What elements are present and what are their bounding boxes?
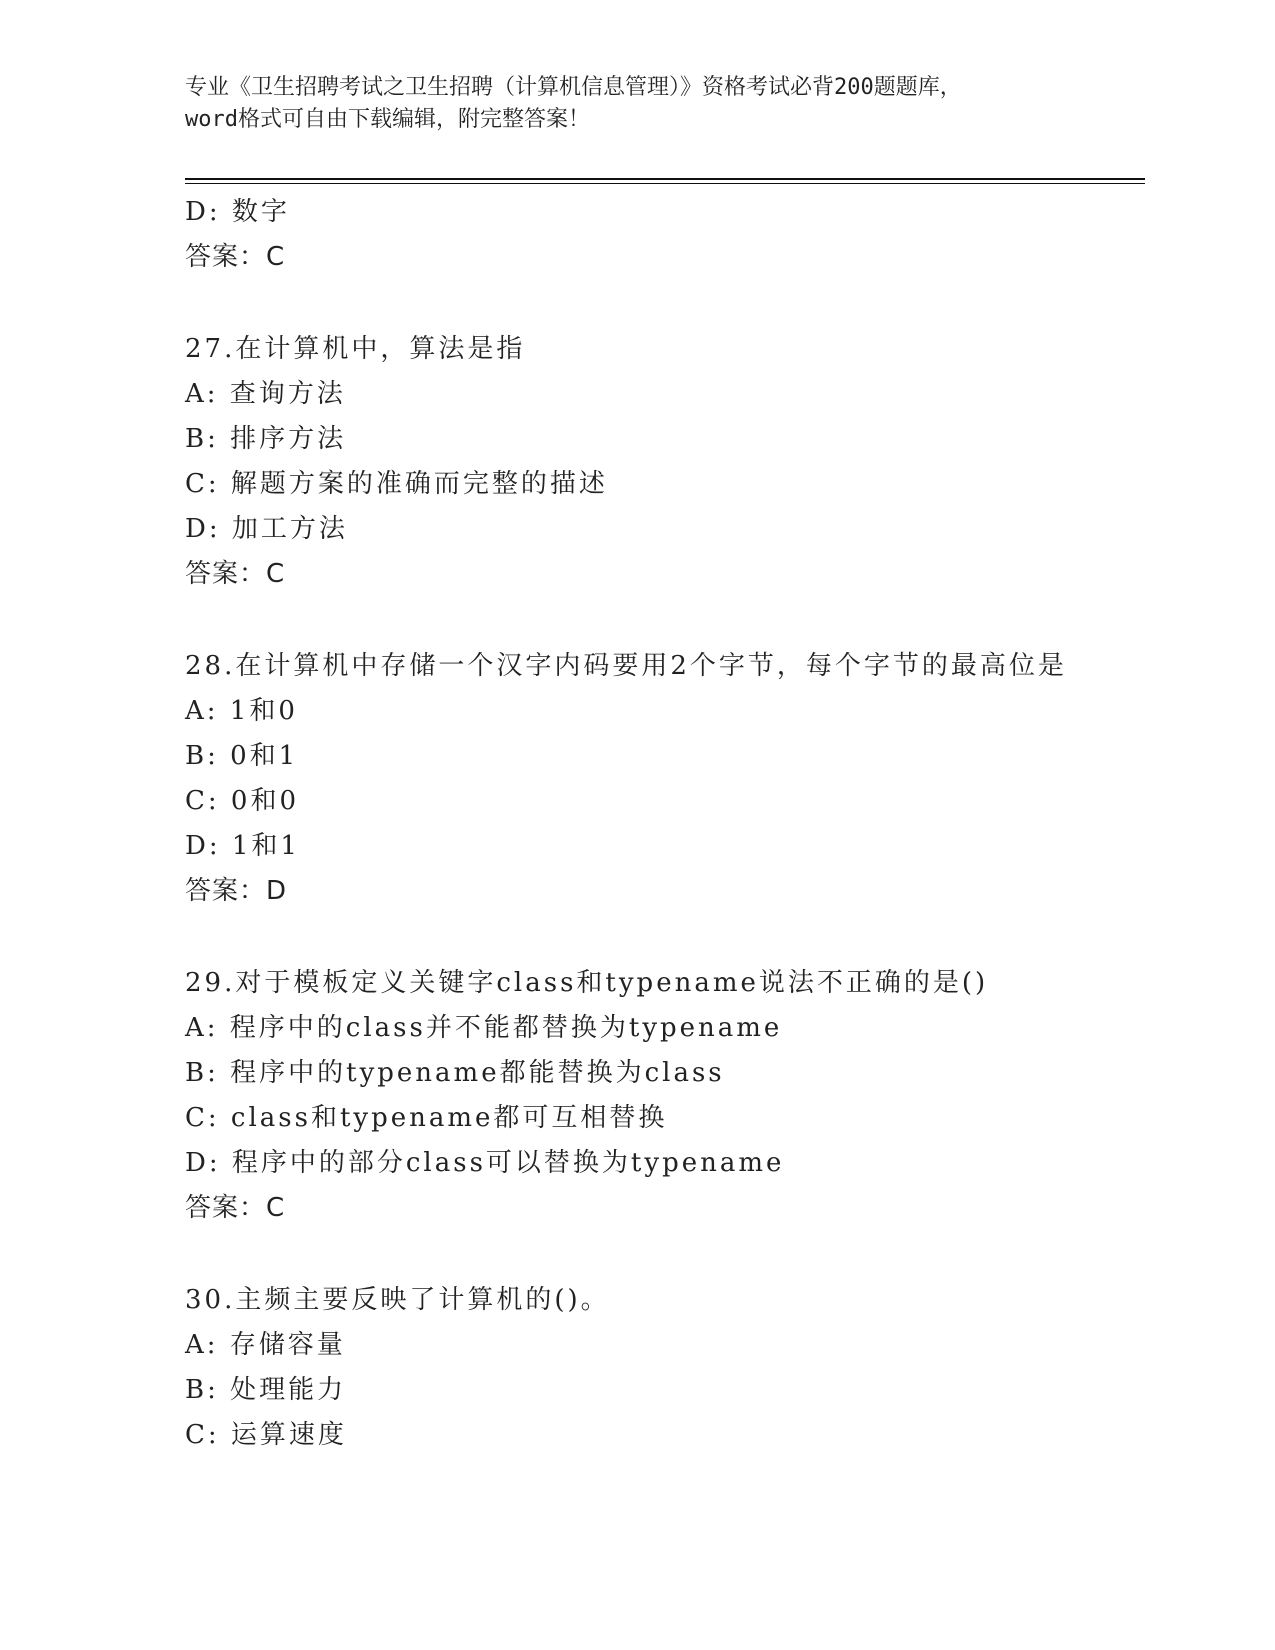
option-b: B: 处理能力 (185, 1375, 347, 1405)
question-30 (185, 1278, 1145, 1458)
header-divider-thin (185, 183, 1145, 184)
answer: 答案：D (185, 876, 288, 906)
prev-option-d: D: 数字 (185, 197, 290, 227)
option-a: A: 程序中的class并不能都替换为typename (185, 1013, 783, 1043)
option-b: B: 程序中的typename都能替换为class (185, 1058, 725, 1088)
question-stem: 29.对于模板定义关键字class和typename说法不正确的是() (185, 968, 989, 998)
option-a: A: 存储容量 (185, 1330, 346, 1360)
question-list (185, 190, 1145, 1458)
header-line-1: 专业《卫生招聘考试之卫生招聘（计算机信息管理）》资格考试必背200题题库， (185, 75, 962, 100)
question-stem: 30.主频主要反映了计算机的()。 (185, 1285, 610, 1315)
prev-answer: 答案：C (185, 242, 286, 272)
option-a: A: 1和0 (185, 696, 298, 726)
header-line-2: word格式可自由下载编辑，附完整答案！ (185, 107, 590, 132)
question-29 (185, 961, 1145, 1231)
answer: 答案：C (185, 1193, 286, 1223)
question-stem: 28.在计算机中存储一个汉字内码要用2个字节，每个字节的最高位是 (185, 651, 1067, 681)
option-a: A: 查询方法 (185, 379, 346, 409)
option-c: C: class和typename都可互相替换 (185, 1103, 668, 1133)
question-stem: 27.在计算机中，算法是指 (185, 334, 526, 364)
option-d: D: 加工方法 (185, 514, 348, 544)
option-c: C: 0和0 (185, 786, 300, 816)
answer: 答案：C (185, 559, 286, 589)
option-b: B: 0和1 (185, 741, 299, 771)
option-c: C: 运算速度 (185, 1420, 347, 1450)
question-28 (185, 644, 1145, 914)
header-divider-thick (185, 178, 1145, 180)
option-c: C: 解题方案的准确而完整的描述 (185, 469, 608, 499)
option-d: D: 程序中的部分class可以替换为typename (185, 1148, 785, 1178)
option-b: B: 排序方法 (185, 424, 347, 454)
question-27 (185, 327, 1145, 597)
document-header (185, 72, 1085, 136)
option-d: D: 1和1 (185, 831, 300, 861)
